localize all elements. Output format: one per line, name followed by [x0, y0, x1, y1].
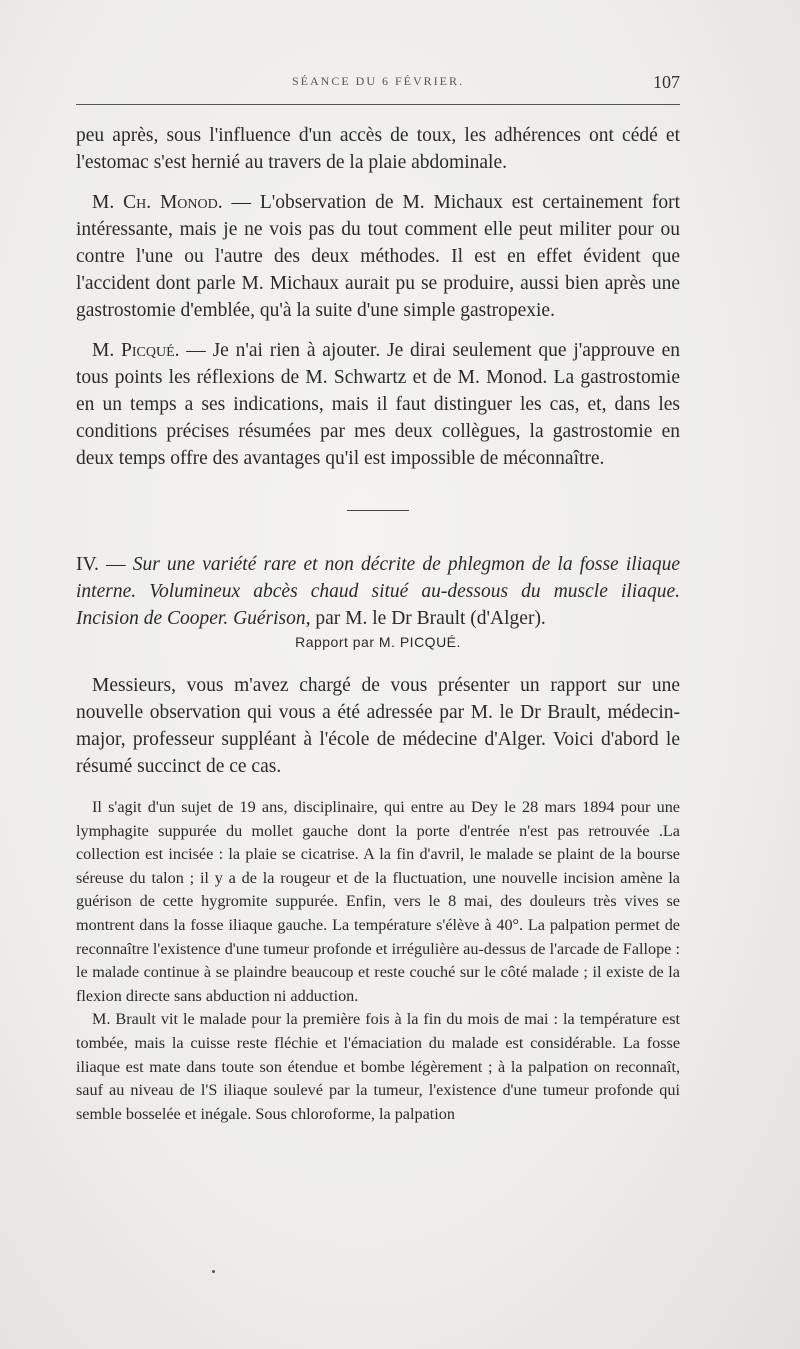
print-speck	[212, 1270, 215, 1273]
page-header	[76, 74, 680, 98]
section-title: Sur une variété rare et non décrite de phlegmon de la fosse iliaque interne. Volumineux abcès chaud situé au-dessous du muscle iliaque. Incision de Cooper. Guérison,	[76, 554, 681, 629]
section-number: IV. —	[76, 554, 133, 575]
speaker-text: — L'observation de M. Michaux est certainement fort intéressante, mais je ne vois pas du tout comment elle peut militer pour ou contre l'une ou l'autre des deux méthodes. Il est en effet évident que l'accident dont parle M. Michaux aurait pu se produire, aussi bien après une gastrostomie d'emblée, qu'à la suite d'une simple gastropexie.	[76, 192, 680, 321]
paragraph-picque	[76, 337, 680, 472]
section-separator	[347, 510, 409, 511]
speaker-text: — Je n'ai rien à ajouter. Je dirai seulement que j'approuve en tous points les réflexions de M. Schwartz et de M. Monod. La gastrostomie en un temps a ses indications, mais il faut distinguer les cas, et, dans les conditions précises résumées par mes deux collègues, la gastrostomie en deux temps offre des avantages qu'il est impossible de méconnaître.	[76, 340, 680, 469]
speaker-name: M. Picqué.	[92, 340, 180, 361]
section-author: par M. le Dr Brault (d'Alger).	[310, 608, 546, 629]
speaker-name: M. Ch. Monod.	[92, 192, 223, 213]
section-heading	[76, 551, 680, 632]
paragraph-continuation: peu après, sous l'influence d'un accès de toux, les adhérences ont cédé et l'estomac s'est hernié au travers de la plaie abdominale.	[76, 125, 680, 173]
paragraph-monod	[76, 189, 680, 324]
page-number: 107	[653, 72, 680, 92]
page-body	[76, 122, 680, 1126]
report-intro: Messieurs, vous m'avez chargé de vous présenter un rapport sur une nouvelle observation qui vous a été adressée par M. le Dr Brault, médecin-major, professeur suppléant à l'école de médecine d'Alger. Voici d'abord le résumé succinct de ce cas.	[76, 675, 680, 777]
report-byline: Rapport par M. PICQUÉ.	[295, 634, 461, 650]
case-summary-1: Il s'agit d'un sujet de 19 ans, disciplinaire, qui entre au Dey le 28 mars 1894 pour une lymphagite suppurée du mollet gauche dont la porte d'entrée n'est pas retrouvée .La collection est incisée : la plaie se cicatrise. A la fin d'avril, le malade se plaint de la bourse séreuse du talon ; il y a de la rougeur et de la fluctuation, une nouvelle incision amène la guérison de cette hygromite suppurée. Enfin, vers le 8 mai, des douleurs très vives se montrent dans la fosse iliaque gauche. La température s'élève à 40°. La palpation permet de reconnaître l'existence d'une tumeur profonde et irrégulière au-dessus de l'arcade de Fallope : le malade continue à se plaindre beaucoup et reste couché sur le côté malade ; il existe de la flexion directe sans abduction ni adduction.	[76, 798, 680, 1005]
running-title: SÉANCE DU 6 FÉVRIER.	[291, 74, 464, 88]
case-summary-2: M. Brault vit le malade pour la première fois à la fin du mois de mai : la température est tombée, mais la cuisse reste fléchie et l'émaciation du malade est considérable. La fosse iliaque est mate dans toute son étendue et bombe légèrement ; à la palpation on reconnaît, sauf au niveau de l'S iliaque soulevé par la tumeur, l'existence d'une tumeur profonde qui semble bosselée et inégale. Sous chloroforme, la palpation	[76, 1010, 680, 1123]
header-rule	[76, 104, 680, 105]
